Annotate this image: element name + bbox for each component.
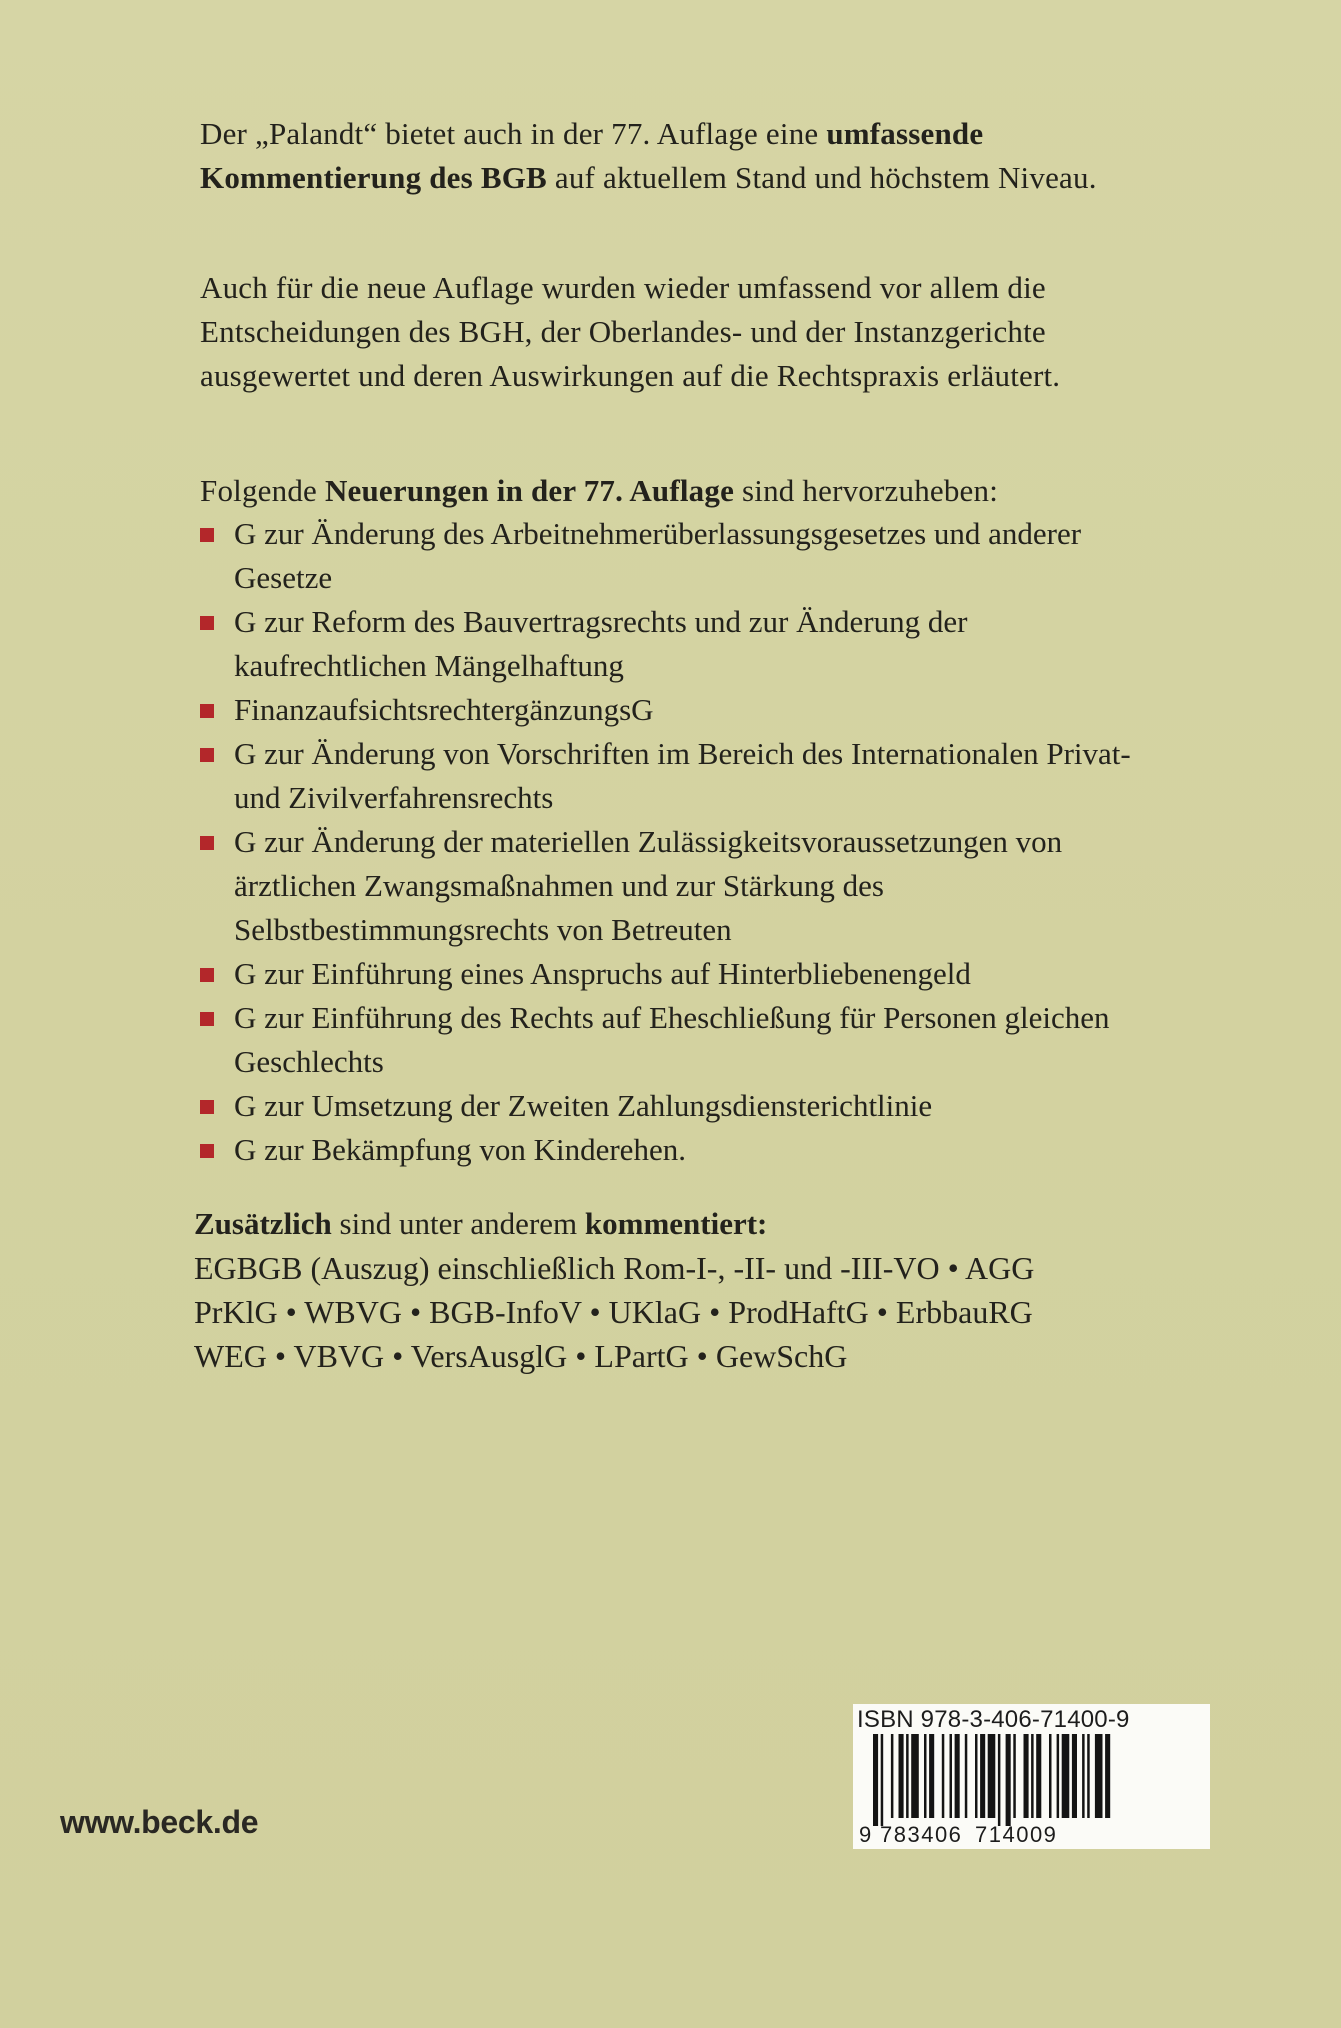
additional-commentary (194, 1202, 1174, 1378)
barcode-bar (1024, 1734, 1029, 1818)
list-item (196, 512, 1156, 600)
list-item (196, 732, 1156, 820)
barcode-bar (881, 1734, 884, 1826)
isbn-label: ISBN 978-3-406-71400-9 (857, 1706, 1130, 1733)
red-square-bullet-icon (200, 1144, 214, 1158)
red-square-bullet-icon (200, 748, 214, 762)
additional-text: sind unter anderem (331, 1206, 585, 1241)
red-square-bullet-icon (200, 528, 214, 542)
barcode-bar (955, 1734, 960, 1818)
evaluation-text: Auch für die neue Auflage wurden wieder umfassend vor allem die Entscheidungen des BGH, der Oberlandes- und der Instanzgerichte ausgewertet und deren Auswirkungen auf die Rechtspraxis erläutert. (200, 270, 1061, 393)
laws-line-3: WEG • VBVG • VersAusglG • LPartG • GewSchG (194, 1338, 848, 1374)
red-square-bullet-icon (200, 1012, 214, 1026)
list-item-text: G zur Änderung des Arbeitnehmerüberlassungsgesetzes und anderer Gesetze (234, 516, 1082, 595)
barcode-bar (1057, 1734, 1060, 1818)
barcode-bar (911, 1734, 919, 1818)
intro-bold: umfassende Kommentierung des BGB (200, 116, 984, 195)
red-square-bullet-icon (200, 704, 214, 718)
barcode-bar (1006, 1734, 1011, 1826)
red-square-bullet-icon (200, 616, 214, 630)
barcode-bar (1095, 1734, 1103, 1818)
list-item-text: G zur Bekämpfung von Kinderehen. (234, 1132, 686, 1167)
additional-heading (194, 1202, 1174, 1246)
list-item-text: G zur Änderung der materiellen Zulässigkeitsvoraussetzungen von ärztlichen Zwangsmaßnahmen und zur Stärkung des Selbstbestimmungsrechts von Betreuten (234, 824, 1063, 947)
barcode-bar (998, 1734, 1001, 1826)
laws-line-1: EGBGB (Auszug) einschließlich Rom-I-, -II- und -III-VO • AGG (194, 1250, 1035, 1286)
barcode-bar (1087, 1734, 1090, 1818)
barcode-bar (899, 1734, 904, 1818)
barcode-bar (1031, 1734, 1034, 1818)
new-features-heading (200, 469, 1160, 513)
barcode-digits-left: 783406 (880, 1822, 963, 1847)
additional-bold-1: Zusätzlich (194, 1206, 332, 1241)
list-item-text: G zur Einführung des Rechts auf Eheschließung für Personen gleichen Geschlechts (234, 1000, 1110, 1079)
new-heading-text-1: Folgende (200, 473, 325, 508)
list-item (196, 600, 1156, 688)
barcode-bar (1072, 1734, 1077, 1818)
barcode-bar (980, 1734, 985, 1818)
list-item-text: G zur Umsetzung der Zweiten Zahlungsdiensterichtlinie (234, 1088, 933, 1123)
barcode-bar (891, 1734, 894, 1818)
barcode-bar (906, 1734, 909, 1818)
intro-text-2: auf aktuellem Stand und höchstem Niveau. (546, 160, 1097, 195)
barcode-bar (873, 1734, 878, 1826)
new-heading-bold: Neuerungen in der 77. Auflage (324, 473, 735, 508)
red-square-bullet-icon (200, 968, 214, 982)
barcode-bar (1062, 1734, 1070, 1818)
new-features-list (196, 512, 1156, 1172)
barcode-bar (924, 1734, 927, 1818)
list-item (196, 688, 1156, 732)
barcode-digit-prefix: 9 (859, 1822, 872, 1847)
red-square-bullet-icon (200, 1100, 214, 1114)
barcode-bar (1013, 1734, 1016, 1818)
evaluation-paragraph (200, 266, 1160, 398)
barcode-bar (1082, 1734, 1085, 1818)
isbn-barcode (853, 1704, 1210, 1849)
list-item (196, 820, 1156, 952)
barcode-digits-right: 714009 (975, 1822, 1058, 1847)
barcode-bar (1049, 1734, 1052, 1818)
publisher-website: www.beck.de (60, 1804, 259, 1840)
barcode-bar (1036, 1734, 1041, 1818)
intro-paragraph (200, 112, 1160, 200)
barcode-bar (942, 1734, 945, 1818)
list-item-text: G zur Änderung von Vorschriften im Bereich des Internationalen Privat- und Zivilverfahrensrechts (234, 736, 1131, 815)
barcode-bar (929, 1734, 934, 1818)
list-item (196, 1128, 1156, 1172)
additional-bold-2: kommentiert: (584, 1206, 768, 1241)
barcode-bar (975, 1734, 978, 1818)
laws-line-2: PrKlG • WBVG • BGB-InfoV • UKlaG • ProdHaftG • ErbbauRG (194, 1294, 1033, 1330)
new-heading-text-2: sind hervorzuheben: (734, 473, 999, 508)
list-item (196, 996, 1156, 1084)
barcode-bar (988, 1734, 996, 1818)
barcode-bars (873, 1734, 1110, 1826)
barcode-bar (950, 1734, 953, 1818)
list-item (196, 952, 1156, 996)
barcode-bar (965, 1734, 968, 1818)
list-item-text: G zur Einführung eines Anspruchs auf Hinterbliebenengeld (234, 956, 971, 991)
list-item-text: G zur Reform des Bauvertragsrechts und zur Änderung der kaufrechtlichen Mängelhaftung (234, 604, 968, 683)
list-item-text: FinanzaufsichtsrechtergänzungsG (234, 692, 654, 727)
list-item (196, 1084, 1156, 1128)
red-square-bullet-icon (200, 836, 214, 850)
intro-text-1: Der „Palandt“ bietet auch in der 77. Auflage eine (200, 116, 827, 151)
barcode-bar (1105, 1734, 1110, 1818)
